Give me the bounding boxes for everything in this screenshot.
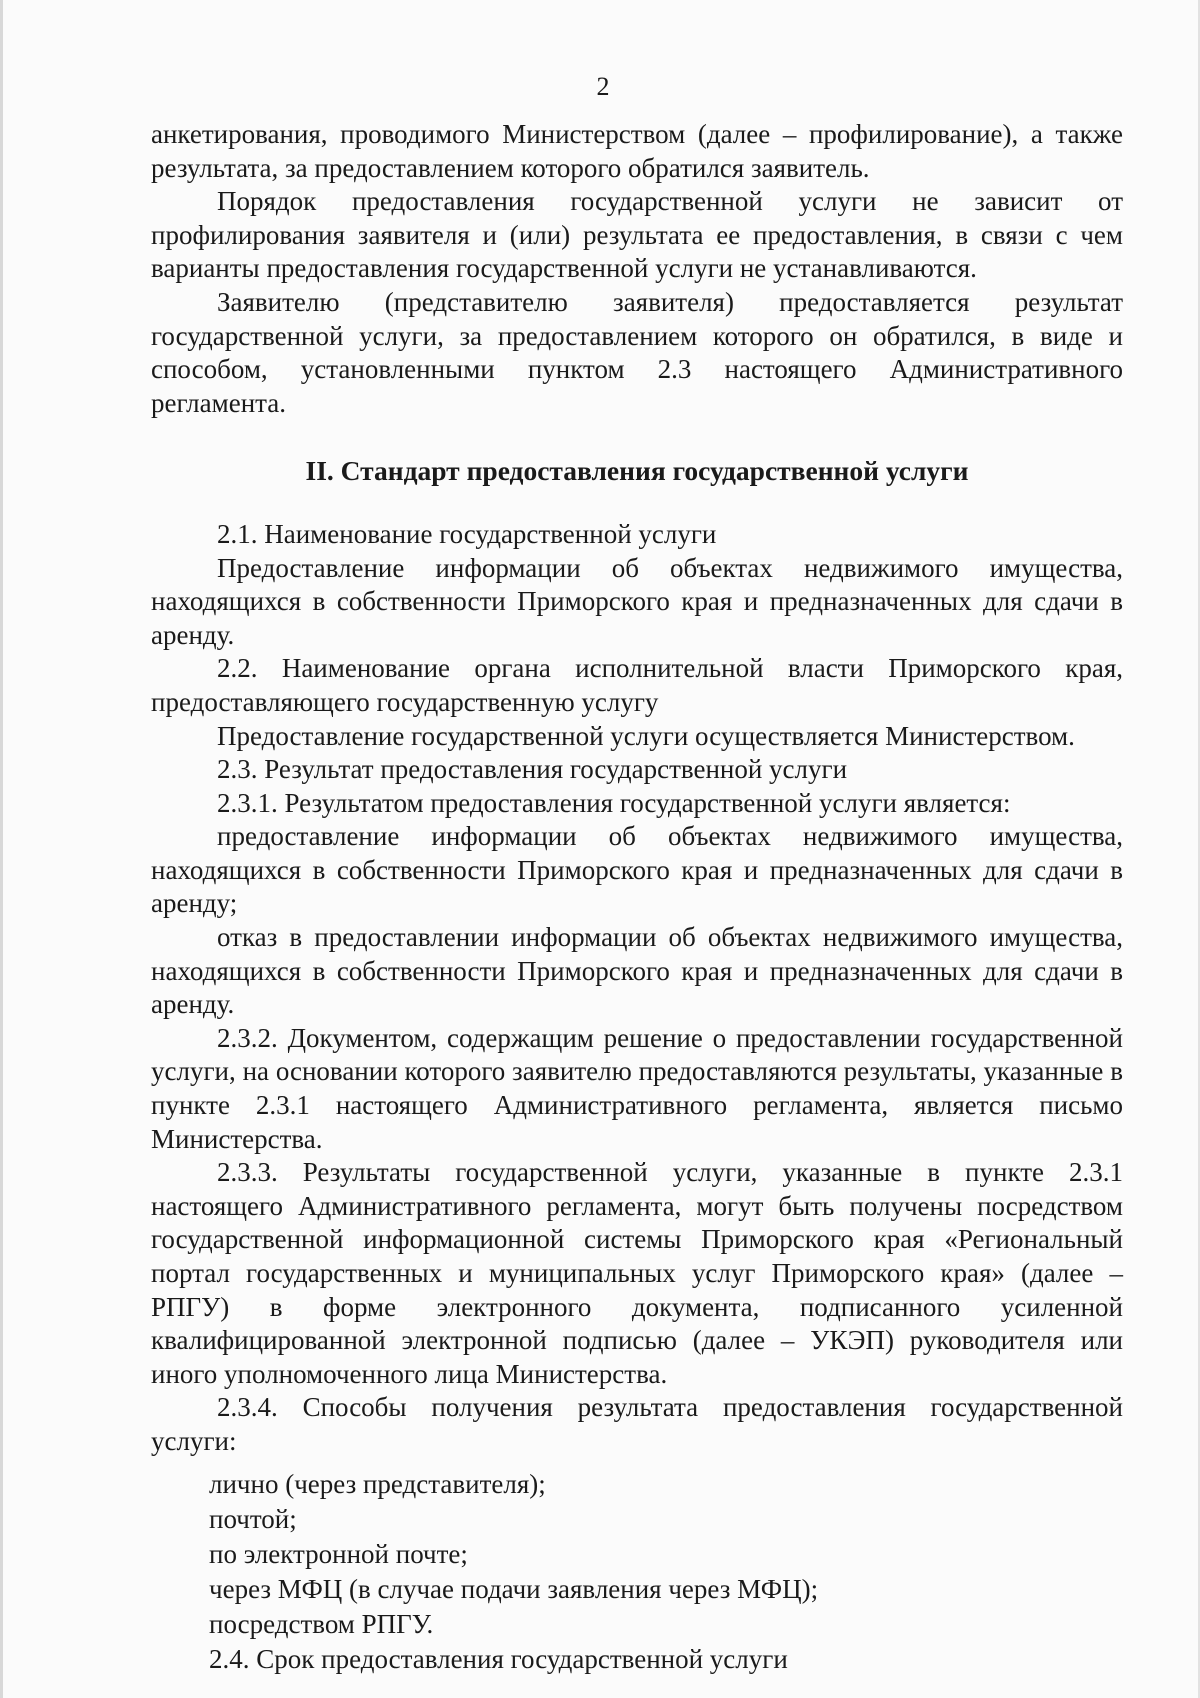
method-item: через МФЦ (в случае подачи заявления через МФЦ); <box>209 1573 819 1604</box>
method-item: почтой; <box>209 1503 297 1534</box>
clause-2-2-title: 2.2. Наименование органа исполнительной власти Приморского края, предоставляющего государственную услугу <box>151 653 1123 717</box>
document-body <box>151 118 1123 1677</box>
method-item: посредством РПГУ. <box>209 1608 434 1639</box>
section-heading: II. Стандарт предоставления государственной услуги <box>305 455 969 487</box>
clause-2-3-3: 2.3.3. Результаты государственной услуги, указанные в пункте 2.3.1 настоящего Административного регламента, могут быть получены посредством государственной информационной системы Приморского края «Региональный портал государственных и муниципальных услуг Приморского края» (далее – РПГУ) в форме электронного документа, подписанного усиленной квалифицированной электронной подписью (далее – УКЭП) руководителя или иного уполномоченного лица Министерства. <box>151 1157 1123 1389</box>
clause-2-3-1-result-b: отказ в предоставлении информации об объектах недвижимого имущества, находящихся в собственности Приморского края и предназначенных для сдачи в аренду. <box>151 922 1123 1020</box>
page-number: 2 <box>596 72 610 101</box>
clause-2-2-text: Предоставление государственной услуги осуществляется Министерством. <box>217 720 1075 751</box>
paragraph-continuation: анкетирования, проводимого Министерством (далее – профилирование), а также результата, за предоставлением которого обратился заявитель. <box>151 119 1123 183</box>
paragraph-result-provided: Заявителю (представителю заявителя) предоставляется результат государственной услуги, за предоставлением которого он обратился, в виде и способом, установленными пунктом 2.3 настоящего Административного регламента. <box>151 286 1123 418</box>
clause-2-3-4: 2.3.4. Способы получения результата предоставления государственной услуги: <box>151 1392 1123 1456</box>
clause-2-1-text: Предоставление информации об объектах недвижимого имущества, находящихся в собственности Приморского края и предназначенных для сдачи в аренду. <box>151 552 1123 650</box>
clause-2-1-title: 2.1. Наименование государственной услуги <box>217 518 717 549</box>
method-item: по электронной почте; <box>209 1538 468 1569</box>
clause-2-4-title: 2.4. Срок предоставления государственной услуги <box>209 1643 788 1674</box>
clause-2-3-1: 2.3.1. Результатом предоставления государственной услуги является: <box>217 787 1011 818</box>
paragraph-procedure: Порядок предоставления государственной услуги не зависит от профилирования заявителя и (или) результата ее предоставления, в связи с чем варианты предоставления государственной услуги не устанавливаются. <box>151 186 1123 284</box>
clause-2-3-title: 2.3. Результат предоставления государственной услуги <box>217 754 848 785</box>
clause-2-3-1-result-a: предоставление информации об объектах недвижимого имущества, находящихся в собственности Приморского края и предназначенных для сдачи в аренду; <box>151 821 1123 919</box>
method-item: лично (через представителя); <box>209 1468 546 1499</box>
clause-2-3-2: 2.3.2. Документом, содержащим решение о предоставлении государственной услуги, на основании которого заявителю предоставляются результаты, указанные в пункте 2.3.1 настоящего Административного регламента, является письмо Министерства. <box>151 1022 1123 1154</box>
